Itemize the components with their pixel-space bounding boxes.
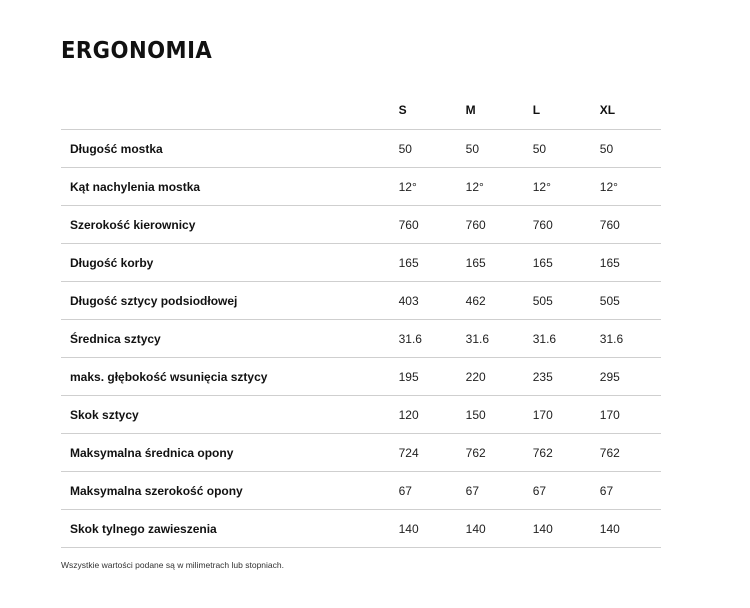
cell-size-l: 67 [533, 472, 600, 510]
cell-size-xl: 12° [600, 168, 661, 206]
cell-size-xl: 762 [600, 434, 661, 472]
cell-size-m: 760 [466, 206, 533, 244]
header-parameter [61, 91, 399, 130]
cell-size-l: 165 [533, 244, 600, 282]
table-row [61, 396, 661, 434]
cell-size-l: 31.6 [533, 320, 600, 358]
cell-size-m: 140 [466, 510, 533, 548]
cell-size-xl: 165 [600, 244, 661, 282]
cell-size-xl: 760 [600, 206, 661, 244]
cell-size-s: 12° [399, 168, 466, 206]
cell-size-s: 724 [399, 434, 466, 472]
header-size-s: S [398, 103, 407, 117]
cell-size-l: 505 [533, 282, 600, 320]
table-row [61, 472, 661, 510]
table-row [61, 130, 661, 168]
cell-size-s: 67 [399, 472, 466, 510]
cell-size-m: 50 [466, 130, 533, 168]
table-row [61, 168, 661, 206]
cell-size-l: 762 [533, 434, 600, 472]
table-header-row [61, 91, 661, 130]
table-body [61, 130, 661, 548]
cell-size-m: 462 [466, 282, 533, 320]
cell-size-l: 170 [533, 396, 600, 434]
row-label: Średnica sztycy [61, 320, 399, 358]
table-row [61, 282, 661, 320]
row-label: Długość sztycy podsiodłowej [61, 282, 399, 320]
table-row [61, 206, 661, 244]
cell-size-s: 195 [399, 358, 466, 396]
row-label: Szerokość kierownicy [61, 206, 399, 244]
row-label: Skok sztycy [61, 396, 399, 434]
footnote: Wszystkie wartości podane są w milimetrach lub stopniach. [61, 560, 284, 570]
cell-size-l: 235 [533, 358, 600, 396]
cell-size-s: 403 [399, 282, 466, 320]
cell-size-m: 762 [466, 434, 533, 472]
cell-size-s: 120 [399, 396, 466, 434]
cell-size-s: 165 [399, 244, 466, 282]
table-row [61, 244, 661, 282]
cell-size-m: 150 [466, 396, 533, 434]
cell-size-xl: 170 [600, 396, 661, 434]
cell-size-m: 220 [466, 358, 533, 396]
header-size-l: L [532, 103, 541, 117]
cell-size-xl: 295 [600, 358, 661, 396]
table-row [61, 510, 661, 548]
cell-size-m: 31.6 [466, 320, 533, 358]
cell-size-s: 50 [399, 130, 466, 168]
cell-size-xl: 31.6 [600, 320, 661, 358]
cell-size-l: 140 [533, 510, 600, 548]
row-label: Kąt nachylenia mostka [61, 168, 399, 206]
cell-size-l: 12° [533, 168, 600, 206]
cell-size-l: 760 [533, 206, 600, 244]
table-row [61, 434, 661, 472]
cell-size-s: 31.6 [399, 320, 466, 358]
row-label: Maksymalna średnica opony [61, 434, 399, 472]
cell-size-m: 67 [466, 472, 533, 510]
row-label: Długość korby [61, 244, 399, 282]
cell-size-xl: 50 [600, 130, 661, 168]
row-label: Skok tylnego zawieszenia [61, 510, 399, 548]
table-row [61, 358, 661, 396]
cell-size-s: 760 [399, 206, 466, 244]
cell-size-l: 50 [533, 130, 600, 168]
cell-size-xl: 505 [600, 282, 661, 320]
header-size-xl: XL [599, 103, 616, 117]
geometry-table [61, 91, 661, 548]
row-label: Długość mostka [61, 130, 399, 168]
page-title: ERGONOMIA [61, 38, 213, 64]
cell-size-s: 140 [399, 510, 466, 548]
row-label: maks. głębokość wsunięcia sztycy [61, 358, 399, 396]
cell-size-m: 12° [466, 168, 533, 206]
header-size-m: M [465, 103, 476, 117]
cell-size-m: 165 [466, 244, 533, 282]
cell-size-xl: 67 [600, 472, 661, 510]
table-row [61, 320, 661, 358]
row-label: Maksymalna szerokość opony [61, 472, 399, 510]
cell-size-xl: 140 [600, 510, 661, 548]
